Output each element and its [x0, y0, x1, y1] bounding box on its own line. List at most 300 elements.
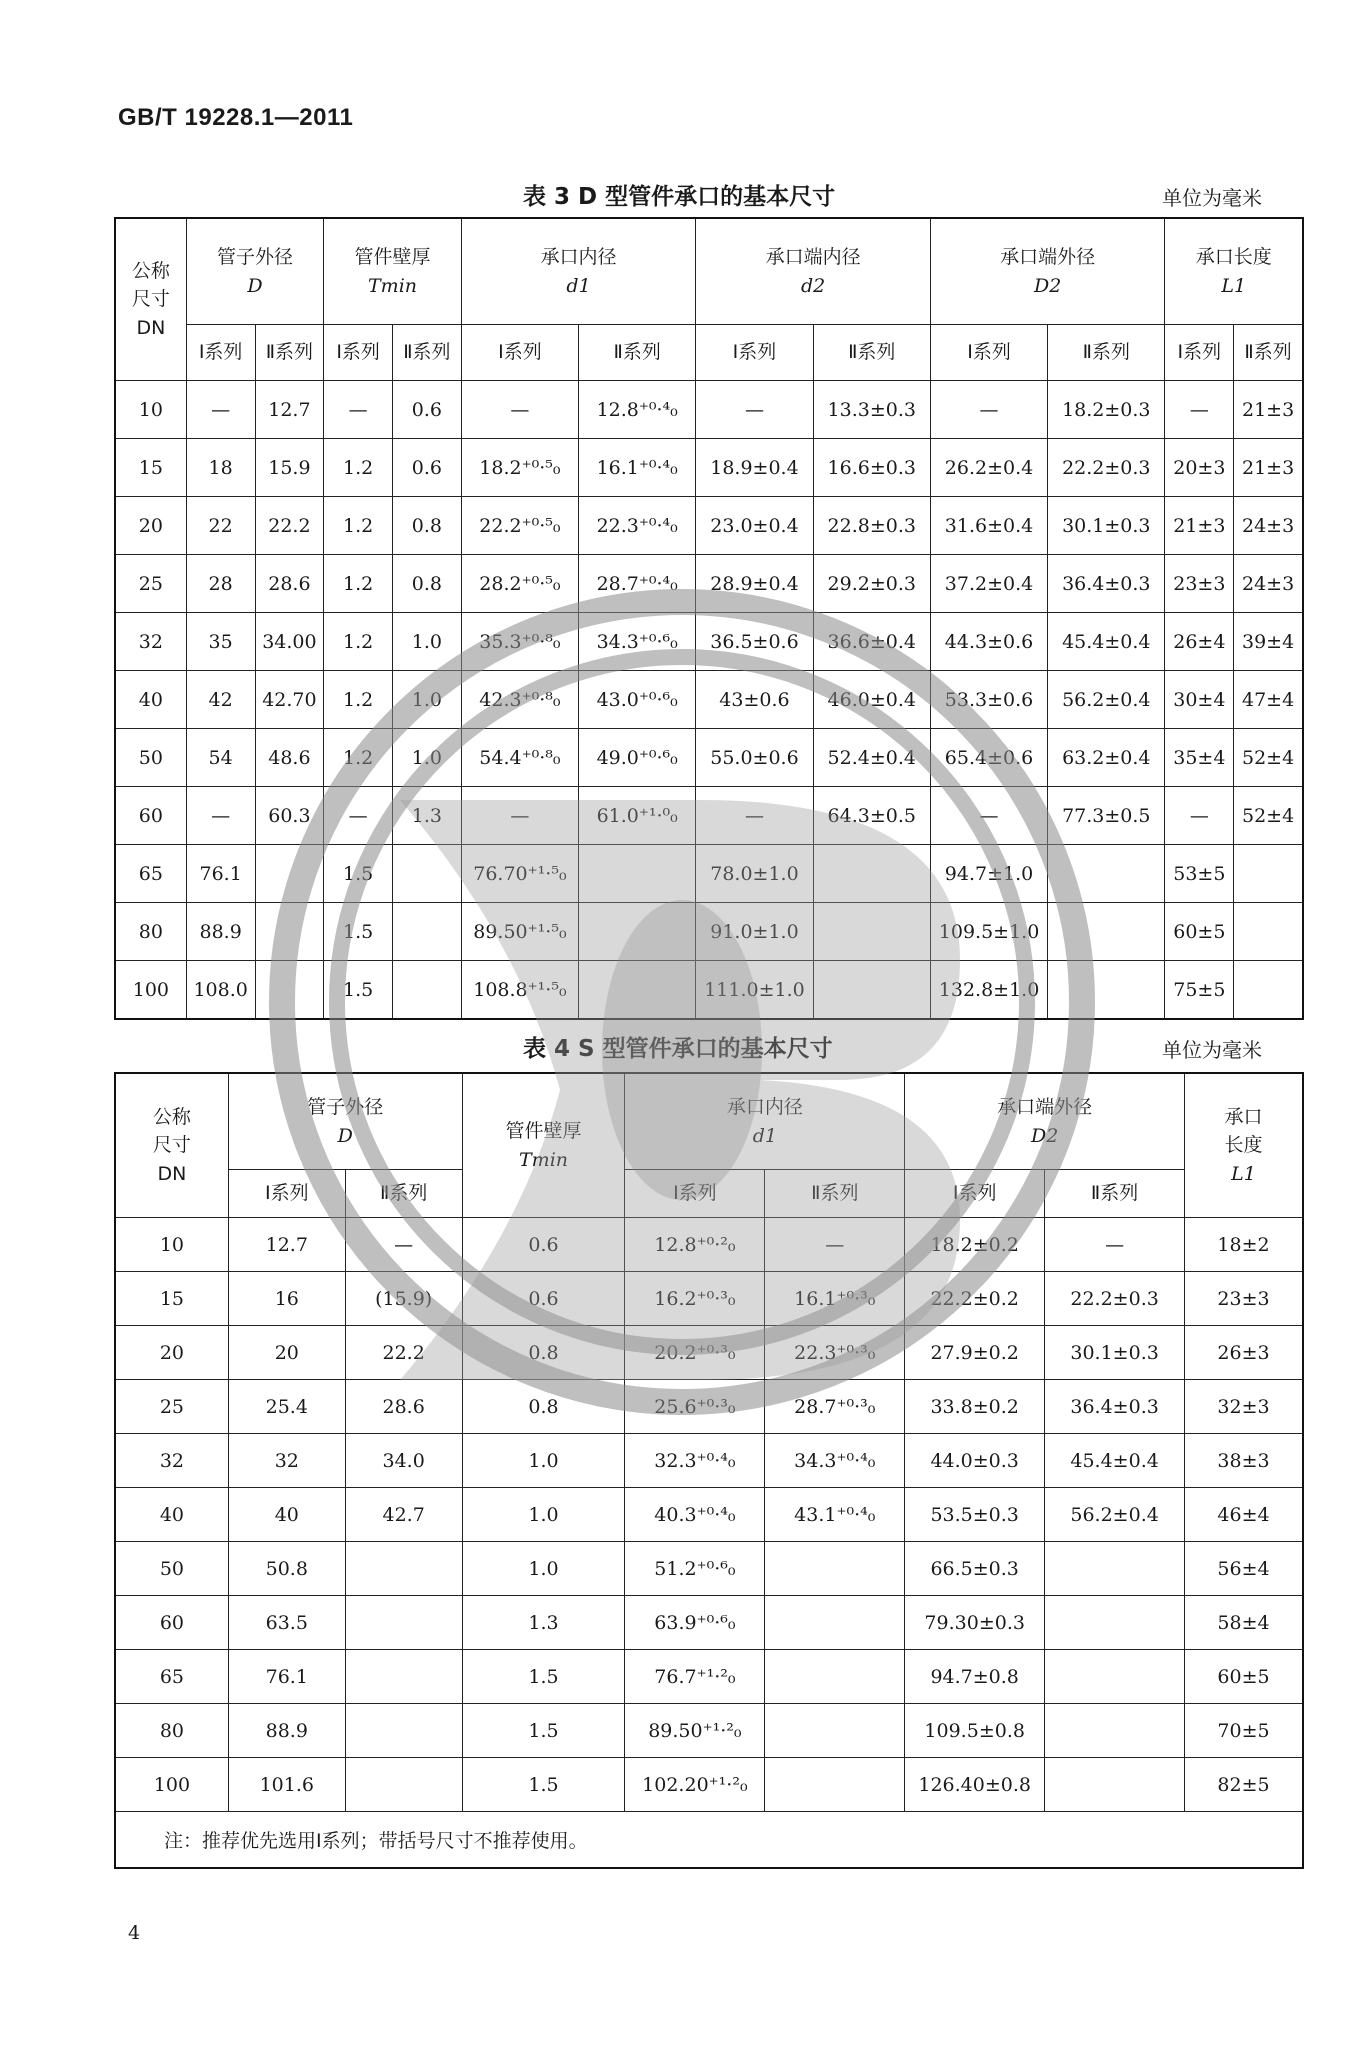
table-cell: 22.2⁺⁰·⁵₀: [461, 497, 578, 555]
table-cell: 20.2⁺⁰·³₀: [625, 1326, 765, 1380]
table-cell: 35±4: [1165, 729, 1234, 787]
table-cell: 44.3±0.6: [930, 613, 1047, 671]
table-cell: 20: [116, 497, 187, 555]
table-cell: [345, 1596, 462, 1650]
table-cell: 108.8⁺¹·⁵₀: [461, 961, 578, 1019]
table-cell: 53±5: [1165, 845, 1234, 903]
table-cell: —: [461, 381, 578, 439]
table-cell: 21±3: [1234, 439, 1303, 497]
table-cell: 51.2⁺⁰·⁶₀: [625, 1542, 765, 1596]
series-header-ii: Ⅱ系列: [765, 1170, 905, 1218]
table-cell: [813, 845, 930, 903]
table-cell: 109.5±0.8: [905, 1704, 1045, 1758]
table-cell: 25: [116, 1380, 229, 1434]
table-cell: —: [696, 381, 813, 439]
series-header-ii: Ⅱ系列: [255, 325, 324, 381]
table-cell: [393, 903, 462, 961]
table3-unit: 单位为毫米: [1162, 186, 1262, 210]
table-cell: 26±4: [1165, 613, 1234, 671]
table-cell: 58±4: [1185, 1596, 1303, 1650]
table-cell: 65: [116, 845, 187, 903]
series-header-i: Ⅰ系列: [696, 325, 813, 381]
header-symbol: D2: [1034, 274, 1062, 297]
table-cell: [1045, 1704, 1185, 1758]
table-cell: 63.5: [228, 1596, 345, 1650]
col-d1-header: [625, 1074, 905, 1170]
header-symbol: Tmin: [368, 274, 418, 297]
table-row: [116, 1704, 1303, 1758]
table-cell: 18: [186, 439, 255, 497]
table-row: [116, 1758, 1303, 1812]
col-wall-header: [324, 219, 462, 325]
table-cell: —: [324, 381, 393, 439]
table-cell: [345, 1542, 462, 1596]
table-row: [116, 787, 1303, 845]
table-cell: 16.6±0.3: [813, 439, 930, 497]
table-cell: 28.7⁺⁰·⁴₀: [579, 555, 696, 613]
table-cell: 25.4: [228, 1380, 345, 1434]
table-cell: 40: [116, 671, 187, 729]
table-cell: 16.2⁺⁰·³₀: [625, 1272, 765, 1326]
table-cell: [1045, 1596, 1185, 1650]
table-cell: 23.0±0.4: [696, 497, 813, 555]
table-cell: 45.4±0.4: [1048, 613, 1165, 671]
series-header-i: Ⅰ系列: [324, 325, 393, 381]
table-cell: 43.1⁺⁰·⁴₀: [765, 1488, 905, 1542]
table-cell: 18.9±0.4: [696, 439, 813, 497]
series-header-i: Ⅰ系列: [625, 1170, 765, 1218]
table-cell: 30.1±0.3: [1045, 1326, 1185, 1380]
table-row: [116, 613, 1303, 671]
table-cell: 1.3: [462, 1596, 625, 1650]
col-D2-header: [930, 219, 1165, 325]
table-cell: 24±3: [1234, 555, 1303, 613]
table-cell: 0.6: [393, 381, 462, 439]
table-cell: 28: [186, 555, 255, 613]
col-d1-header: [461, 219, 696, 325]
table-cell: 42: [186, 671, 255, 729]
series-header-i: Ⅰ系列: [228, 1170, 345, 1218]
table-cell: 28.2⁺⁰·⁵₀: [461, 555, 578, 613]
table-cell: 70±5: [1185, 1704, 1303, 1758]
table-cell: 40: [116, 1488, 229, 1542]
table-cell: —: [345, 1218, 462, 1272]
series-header-i: Ⅰ系列: [930, 325, 1047, 381]
header-label: 承口 长度: [1224, 1105, 1263, 1157]
series-header-ii: Ⅱ系列: [579, 325, 696, 381]
table-row: [116, 845, 1303, 903]
table-cell: 50.8: [228, 1542, 345, 1596]
header-label: 承口端外径: [1000, 246, 1096, 268]
table-cell: 37.2±0.4: [930, 555, 1047, 613]
table-cell: 32: [116, 1434, 229, 1488]
header-symbol: D: [247, 274, 263, 297]
table-cell: 45.4±0.4: [1045, 1434, 1185, 1488]
table-cell: [345, 1650, 462, 1704]
header-label: 承口长度: [1195, 246, 1272, 268]
table4-unit: 单位为毫米: [1162, 1038, 1262, 1062]
table-cell: 60±5: [1185, 1650, 1303, 1704]
table-cell: 94.7±1.0: [930, 845, 1047, 903]
table-cell: 22.2±0.3: [1045, 1272, 1185, 1326]
table-cell: 18.2±0.2: [905, 1218, 1045, 1272]
table-cell: [1234, 845, 1303, 903]
col-d2-header: [696, 219, 931, 325]
table-cell: 42.7: [345, 1488, 462, 1542]
header-symbol: D2: [1030, 1124, 1059, 1147]
table-cell: 12.7: [228, 1218, 345, 1272]
table-cell: 15: [116, 1272, 229, 1326]
table-cell: 29.2±0.3: [813, 555, 930, 613]
header-label: 管件壁厚: [354, 246, 431, 268]
col-pipe-od-header: [228, 1074, 462, 1170]
table-cell: 10: [116, 1218, 229, 1272]
table-cell: —: [930, 787, 1047, 845]
table-cell: 34.3⁺⁰·⁶₀: [579, 613, 696, 671]
table-cell: 21±3: [1165, 497, 1234, 555]
table-cell: 1.5: [324, 903, 393, 961]
table-cell: 56.2±0.4: [1045, 1488, 1185, 1542]
table-cell: —: [696, 787, 813, 845]
table-cell: 18.2⁺⁰·⁵₀: [461, 439, 578, 497]
table-cell: 0.8: [393, 555, 462, 613]
table-cell: 18±2: [1185, 1218, 1303, 1272]
series-header-ii: Ⅱ系列: [813, 325, 930, 381]
table-cell: 1.2: [324, 555, 393, 613]
table-cell: 78.0±1.0: [696, 845, 813, 903]
table-cell: 53.5±0.3: [905, 1488, 1045, 1542]
table-cell: 31.6±0.4: [930, 497, 1047, 555]
table-cell: 60.3: [255, 787, 324, 845]
table-cell: [765, 1650, 905, 1704]
table-cell: [813, 961, 930, 1019]
table-cell: 34.3⁺⁰·⁴₀: [765, 1434, 905, 1488]
table-cell: 21±3: [1234, 381, 1303, 439]
table-row: [116, 497, 1303, 555]
table-cell: 126.40±0.8: [905, 1758, 1045, 1812]
table-cell: 94.7±0.8: [905, 1650, 1045, 1704]
header-symbol: d1: [566, 274, 591, 297]
table-cell: 40: [228, 1488, 345, 1542]
table-cell: 0.6: [462, 1272, 625, 1326]
table-row: [116, 903, 1303, 961]
table-cell: 42.70: [255, 671, 324, 729]
table-cell: 66.5±0.3: [905, 1542, 1045, 1596]
table-cell: 63.9⁺⁰·⁶₀: [625, 1596, 765, 1650]
table-row: [116, 1380, 1303, 1434]
table-cell: 15.9: [255, 439, 324, 497]
table-cell: 100: [116, 1758, 229, 1812]
table-cell: 22.2±0.2: [905, 1272, 1045, 1326]
header-symbol: L1: [1231, 1162, 1256, 1185]
table4-note: 注：推荐优先选用Ⅰ系列；带括号尺寸不推荐使用。: [116, 1812, 1303, 1868]
header-symbol: d1: [752, 1124, 777, 1147]
table-cell: 56.2±0.4: [1048, 671, 1165, 729]
table-cell: 38±3: [1185, 1434, 1303, 1488]
table-row: [116, 1272, 1303, 1326]
table-cell: 1.5: [462, 1650, 625, 1704]
table-cell: 48.6: [255, 729, 324, 787]
table-cell: 28.6: [345, 1380, 462, 1434]
table-cell: 65.4±0.6: [930, 729, 1047, 787]
table-cell: [579, 903, 696, 961]
table-cell: 0.8: [393, 497, 462, 555]
table-cell: 32: [228, 1434, 345, 1488]
table-cell: 53.3±0.6: [930, 671, 1047, 729]
table-cell: (15.9): [345, 1272, 462, 1326]
table-cell: 50: [116, 729, 187, 787]
series-header-ii: Ⅱ系列: [345, 1170, 462, 1218]
table-cell: 1.0: [393, 729, 462, 787]
table-cell: 36.5±0.6: [696, 613, 813, 671]
table-cell: 32: [116, 613, 187, 671]
table-cell: 60±5: [1165, 903, 1234, 961]
table-cell: 22.3⁺⁰·³₀: [765, 1326, 905, 1380]
col-dn-header: 公称 尺寸 DN: [116, 1074, 229, 1218]
table-cell: 1.5: [462, 1704, 625, 1758]
table-cell: —: [186, 381, 255, 439]
table-cell: 1.0: [462, 1542, 625, 1596]
table-cell: 60: [116, 787, 187, 845]
table-cell: 25: [116, 555, 187, 613]
table-cell: 32.3⁺⁰·⁴₀: [625, 1434, 765, 1488]
table-row: [116, 555, 1303, 613]
table-row: [116, 961, 1303, 1019]
table-cell: 56±4: [1185, 1542, 1303, 1596]
table-cell: 61.0⁺¹·⁰₀: [579, 787, 696, 845]
table3-caption: 表 3 D 型管件承口的基本尺寸: [523, 184, 836, 210]
table-cell: [1045, 1758, 1185, 1812]
table-cell: 89.50⁺¹·²₀: [625, 1704, 765, 1758]
col-L1-header: [1165, 219, 1303, 325]
table-row: [116, 1434, 1303, 1488]
table-cell: 28.6: [255, 555, 324, 613]
table-cell: —: [1165, 381, 1234, 439]
table-cell: [579, 845, 696, 903]
table-cell: 13.3±0.3: [813, 381, 930, 439]
table-cell: 55.0±0.6: [696, 729, 813, 787]
table-cell: 36.6±0.4: [813, 613, 930, 671]
table-cell: 52.4±0.4: [813, 729, 930, 787]
table-cell: 0.8: [462, 1326, 625, 1380]
table-cell: 1.2: [324, 729, 393, 787]
table-cell: [255, 845, 324, 903]
table-cell: 1.5: [462, 1758, 625, 1812]
table3: [115, 218, 1303, 1019]
table-cell: [345, 1758, 462, 1812]
table-cell: 1.0: [462, 1488, 625, 1542]
table-cell: 24±3: [1234, 497, 1303, 555]
table-cell: 1.5: [324, 961, 393, 1019]
table-cell: 10: [116, 381, 187, 439]
table-cell: 43.0⁺⁰·⁶₀: [579, 671, 696, 729]
table-cell: —: [765, 1218, 905, 1272]
table-cell: 25.6⁺⁰·³₀: [625, 1380, 765, 1434]
table-cell: 80: [116, 1704, 229, 1758]
table-cell: 35: [186, 613, 255, 671]
table-cell: 20: [116, 1326, 229, 1380]
table-cell: —: [461, 787, 578, 845]
table-cell: 34.0: [345, 1434, 462, 1488]
table-row: [116, 1218, 1303, 1272]
table-cell: —: [324, 787, 393, 845]
table-cell: 1.0: [393, 671, 462, 729]
table-cell: [1048, 845, 1165, 903]
table-cell: 30±4: [1165, 671, 1234, 729]
table-cell: —: [1165, 787, 1234, 845]
table-cell: 46.0±0.4: [813, 671, 930, 729]
header-symbol: d2: [800, 274, 826, 297]
table-cell: 20: [228, 1326, 345, 1380]
table-cell: [1234, 903, 1303, 961]
table-cell: 22: [186, 497, 255, 555]
table-cell: 76.1: [186, 845, 255, 903]
table-cell: 80: [116, 903, 187, 961]
table-cell: 47±4: [1234, 671, 1303, 729]
table-cell: 108.0: [186, 961, 255, 1019]
table-cell: 23±3: [1185, 1272, 1303, 1326]
table-cell: [1048, 903, 1165, 961]
col-wall-header: [462, 1074, 625, 1218]
table-cell: 0.8: [462, 1380, 625, 1434]
table-cell: 88.9: [228, 1704, 345, 1758]
table-cell: [1045, 1650, 1185, 1704]
standard-number-header: GB/T 19228.1—2011: [118, 104, 354, 131]
table-cell: 12.8⁺⁰·²₀: [625, 1218, 765, 1272]
table-cell: 32±3: [1185, 1380, 1303, 1434]
table-cell: [765, 1596, 905, 1650]
header-symbol: Tmin: [519, 1148, 569, 1171]
table-cell: 75±5: [1165, 961, 1234, 1019]
header-label: 管件壁厚: [505, 1120, 582, 1142]
table-cell: 109.5±1.0: [930, 903, 1047, 961]
table-cell: 1.3: [393, 787, 462, 845]
table-cell: 100: [116, 961, 187, 1019]
table-cell: 102.20⁺¹·²₀: [625, 1758, 765, 1812]
series-header-i: Ⅰ系列: [461, 325, 578, 381]
table-cell: 35.3⁺⁰·⁸₀: [461, 613, 578, 671]
table-cell: 26±3: [1185, 1326, 1303, 1380]
header-label: 承口内径: [726, 1096, 803, 1118]
header-symbol: L1: [1221, 274, 1247, 297]
table-cell: [255, 903, 324, 961]
table-cell: 0.6: [462, 1218, 625, 1272]
table-row: [116, 1650, 1303, 1704]
table-cell: 0.6: [393, 439, 462, 497]
table-cell: 1.5: [324, 845, 393, 903]
table-cell: 88.9: [186, 903, 255, 961]
table-cell: 22.2±0.3: [1048, 439, 1165, 497]
series-header-ii: Ⅱ系列: [1048, 325, 1165, 381]
table-cell: 1.0: [462, 1434, 625, 1488]
table-row: [116, 1326, 1303, 1380]
header-label: 承口端内径: [765, 246, 861, 268]
header-label: 管子外径: [307, 1096, 384, 1118]
table-cell: 22.2: [255, 497, 324, 555]
table-cell: [393, 961, 462, 1019]
table-cell: [579, 961, 696, 1019]
table-cell: [345, 1704, 462, 1758]
table-cell: [1048, 961, 1165, 1019]
table-cell: 28.7⁺⁰·³₀: [765, 1380, 905, 1434]
table-cell: 46±4: [1185, 1488, 1303, 1542]
table-cell: 33.8±0.2: [905, 1380, 1045, 1434]
table-row: [116, 439, 1303, 497]
col-L1-header: [1185, 1074, 1303, 1218]
table-cell: 77.3±0.5: [1048, 787, 1165, 845]
series-header-i: Ⅰ系列: [186, 325, 255, 381]
table-cell: [813, 903, 930, 961]
table-cell: [393, 845, 462, 903]
table-cell: 1.2: [324, 671, 393, 729]
table-row: [116, 1542, 1303, 1596]
table-cell: 1.2: [324, 497, 393, 555]
table-cell: —: [930, 381, 1047, 439]
table-cell: 18.2±0.3: [1048, 381, 1165, 439]
table-cell: 111.0±1.0: [696, 961, 813, 1019]
series-header-ii: Ⅱ系列: [1234, 325, 1303, 381]
table-cell: 54: [186, 729, 255, 787]
table-cell: 65: [116, 1650, 229, 1704]
table-cell: [255, 961, 324, 1019]
table-cell: 1.2: [324, 613, 393, 671]
table-cell: 12.8⁺⁰·⁴₀: [579, 381, 696, 439]
table-cell: 16.1⁺⁰·³₀: [765, 1272, 905, 1326]
table-cell: 16: [228, 1272, 345, 1326]
table-cell: 26.2±0.4: [930, 439, 1047, 497]
table-cell: 63.2±0.4: [1048, 729, 1165, 787]
table-cell: 76.7⁺¹·²₀: [625, 1650, 765, 1704]
table4: [115, 1073, 1303, 1868]
table-cell: [765, 1704, 905, 1758]
table-cell: 42.3⁺⁰·⁸₀: [461, 671, 578, 729]
table-cell: 36.4±0.3: [1045, 1380, 1185, 1434]
table-cell: 30.1±0.3: [1048, 497, 1165, 555]
table-row: [116, 1596, 1303, 1650]
page-number: 4: [128, 1922, 141, 1944]
table-cell: 40.3⁺⁰·⁴₀: [625, 1488, 765, 1542]
header-symbol: D: [337, 1124, 353, 1147]
series-header-ii: Ⅱ系列: [393, 325, 462, 381]
table-cell: 20±3: [1165, 439, 1234, 497]
table-cell: 52±4: [1234, 787, 1303, 845]
table-row: [116, 381, 1303, 439]
series-header-i: Ⅰ系列: [1165, 325, 1234, 381]
table-cell: 54.4⁺⁰·⁸₀: [461, 729, 578, 787]
table-cell: 64.3±0.5: [813, 787, 930, 845]
col-pipe-od-header: [186, 219, 324, 325]
table-cell: [765, 1542, 905, 1596]
table-cell: 28.9±0.4: [696, 555, 813, 613]
table-cell: —: [186, 787, 255, 845]
table4-caption: 表 4 S 型管件承口的基本尺寸: [523, 1036, 833, 1062]
table-cell: 79.30±0.3: [905, 1596, 1045, 1650]
table-cell: 50: [116, 1542, 229, 1596]
table-cell: 22.2: [345, 1326, 462, 1380]
table-cell: 22.3⁺⁰·⁴₀: [579, 497, 696, 555]
table-cell: [1234, 961, 1303, 1019]
table-cell: 44.0±0.3: [905, 1434, 1045, 1488]
table-cell: 34.00: [255, 613, 324, 671]
table-cell: 36.4±0.3: [1048, 555, 1165, 613]
col-D2-header: [905, 1074, 1185, 1170]
table-cell: 82±5: [1185, 1758, 1303, 1812]
header-label: 承口端外径: [997, 1096, 1093, 1118]
table-cell: 23±3: [1165, 555, 1234, 613]
table-cell: 15: [116, 439, 187, 497]
table-cell: [765, 1758, 905, 1812]
table-cell: 52±4: [1234, 729, 1303, 787]
